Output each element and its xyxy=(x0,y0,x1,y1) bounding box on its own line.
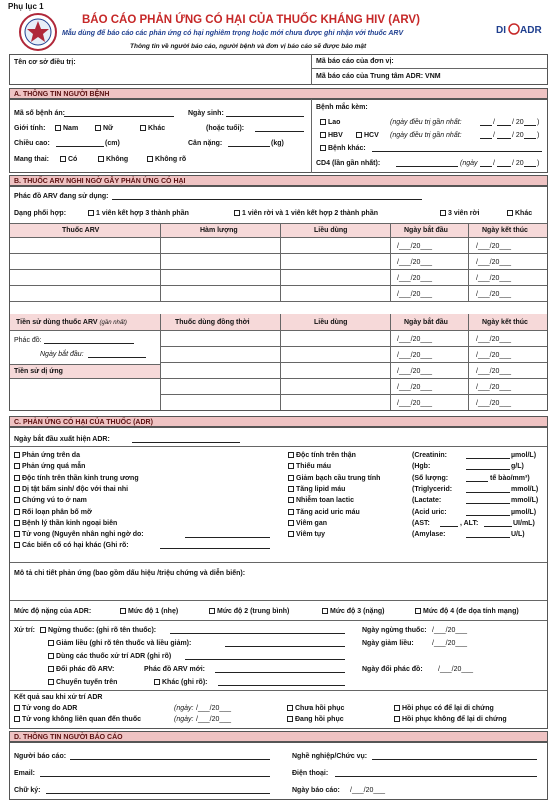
adr-left-checkbox[interactable] xyxy=(14,531,20,537)
arv-start-date-3[interactable]: /___/20___ xyxy=(397,275,433,282)
adr-left-item: Độc tính trên thần kinh trung ương xyxy=(14,475,139,483)
history-title: Tiền sử dùng thuốc ARV xyxy=(16,319,98,326)
conc-start-date-3[interactable]: /___/20___ xyxy=(397,368,433,375)
arv-end-date-2[interactable]: /___/20___ xyxy=(476,259,512,266)
section-d-header: D. THÔNG TIN NGƯỜI BÁO CÁO xyxy=(9,731,548,742)
adr-lab-item: Độc tính trên thận xyxy=(288,452,356,460)
pregnant-unknown-checkbox[interactable] xyxy=(147,156,153,162)
history-start-label: Ngày bắt đầu: xyxy=(40,351,84,358)
conc-start-date-2[interactable]: /___/20___ xyxy=(397,352,433,359)
adr-left-checkbox[interactable] xyxy=(14,542,20,548)
onset-field[interactable] xyxy=(132,436,240,443)
severity-label: Mức độ nặng của ADR: xyxy=(14,608,92,615)
conc-start-date-5[interactable]: /___/20___ xyxy=(397,400,433,407)
adr-lab-field[interactable] xyxy=(466,509,510,516)
stop-drug-field[interactable] xyxy=(170,627,345,634)
height-field[interactable] xyxy=(56,140,104,147)
severity-2-checkbox[interactable] xyxy=(209,608,215,614)
allergy-label: Tiền sử dị ứng xyxy=(14,368,63,375)
adr-lab-item: Viêm tụy xyxy=(288,531,325,539)
cd4-field[interactable] xyxy=(396,160,458,167)
result-label: Kết quả sau khi xử trí ADR xyxy=(14,694,103,701)
adr-lab-field[interactable] xyxy=(466,531,510,538)
adr-lab-unit: µmol/L) xyxy=(511,508,537,516)
pregnant-no-checkbox[interactable] xyxy=(98,156,104,162)
death-unrelated-checkbox[interactable] xyxy=(14,716,20,722)
adr-lab-unit: µmol/L) xyxy=(511,452,537,459)
weight-label: Cân nặng: xyxy=(188,140,223,147)
adr-lab-item: Tăng lipid máu xyxy=(288,486,345,494)
adr-lab-checkbox[interactable] xyxy=(288,463,294,469)
arv-end-date-1[interactable]: /___/20___ xyxy=(476,243,512,250)
adr-left-item: Chứng vú to ở nam xyxy=(14,497,87,505)
adr-treatment-field[interactable] xyxy=(185,653,345,660)
combo-label: Dạng phối hợp: xyxy=(14,210,67,217)
hcv-checkbox[interactable] xyxy=(356,132,362,138)
conc-start-date-4[interactable]: /___/20___ xyxy=(397,384,433,391)
conc-end-date-5[interactable]: /___/20___ xyxy=(476,400,512,407)
col-start: Ngày bắt đầu xyxy=(404,227,448,234)
combo-3pills-checkbox[interactable] xyxy=(440,210,446,216)
other-gender-checkbox[interactable] xyxy=(140,125,146,131)
dob-field[interactable] xyxy=(226,110,304,117)
adr-left-checkbox[interactable] xyxy=(14,463,20,469)
history-regimen-label: Phác đồ: xyxy=(14,337,42,344)
gender-label: Giới tính: xyxy=(14,125,46,132)
adr-lab-field[interactable] xyxy=(466,463,510,470)
adr-lab-item: Tăng acid uric máu xyxy=(288,509,360,517)
reduce-dose-checkbox[interactable] xyxy=(48,640,54,646)
reduce-date-field[interactable]: /___/20___ xyxy=(432,640,468,647)
other-treatment-checkbox[interactable] xyxy=(154,679,160,685)
email-field[interactable] xyxy=(40,770,270,777)
other-treatment-field[interactable] xyxy=(218,679,345,686)
adr-left-checkbox[interactable] xyxy=(14,520,20,526)
reporter-label: Người báo cáo: xyxy=(14,753,67,760)
adr-treatment-checkbox[interactable] xyxy=(48,653,54,659)
new-regimen-field[interactable] xyxy=(215,666,345,673)
adr-lab-item: Nhiễm toan lactic xyxy=(288,497,354,505)
adr-lab-unit: U/L) xyxy=(511,531,525,539)
adr-lab-field[interactable] xyxy=(466,475,488,482)
recovering-checkbox[interactable] xyxy=(287,716,293,722)
email-label: Email: xyxy=(14,770,36,777)
conc-end-date-1[interactable]: /___/20___ xyxy=(476,336,512,343)
col-concomitant: Thuốc dùng đồng thời xyxy=(175,319,250,326)
arv-end-date-3[interactable]: /___/20___ xyxy=(476,275,512,282)
adr-lab-unit: mmol/L) xyxy=(511,485,539,493)
weight-field[interactable] xyxy=(228,140,270,147)
phone-label: Điện thoại: xyxy=(292,770,329,777)
patient-code-label: Mã số bệnh án: xyxy=(14,110,65,117)
col-strength: Hàm lượng xyxy=(200,227,238,234)
adr-left-checkbox[interactable] xyxy=(14,475,20,481)
patient-code-field[interactable] xyxy=(64,110,174,117)
adr-left-item: Bệnh lý thần kinh ngoại biên xyxy=(14,520,117,528)
form-subtitle: Mẫu dùng để báo cáo các phản ứng có hại nghiêm trọng hoặc mới chưa được ghi nhận với thuốc ARV xyxy=(62,30,404,37)
other-disease-field[interactable] xyxy=(372,145,542,152)
change-date-field[interactable]: /___/20___ xyxy=(438,666,474,673)
reduce-dose-field[interactable] xyxy=(225,640,345,647)
adr-left-item: Rối loạn phân bố mỡ xyxy=(14,509,92,517)
female-checkbox[interactable] xyxy=(95,125,101,131)
conc-end-date-4[interactable]: /___/20___ xyxy=(476,384,512,391)
male-checkbox[interactable] xyxy=(55,125,61,131)
adr-lab-value: (Amylase: xyxy=(412,531,446,539)
adr-lab-item: Thiếu máu xyxy=(288,463,331,471)
adr-lab-checkbox[interactable] xyxy=(288,497,294,503)
adr-lab-checkbox[interactable] xyxy=(288,531,294,537)
facility-label: Tên cơ sở điều trị: xyxy=(14,59,76,66)
severity-3-checkbox[interactable] xyxy=(322,608,328,614)
col-dose: Liều dùng xyxy=(314,227,348,234)
height-label: Chiều cao: xyxy=(14,140,50,147)
report-date-field[interactable]: /___/20___ xyxy=(350,787,386,794)
adr-lab-item: Giảm bạch cầu trung tính xyxy=(288,475,380,483)
phone-field[interactable] xyxy=(335,770,537,777)
alt-label: , ALT: xyxy=(460,519,479,527)
annex-label: Phụ lục 1 xyxy=(8,2,44,11)
adr-lab-unit: UI/mL) xyxy=(513,519,535,527)
adr-lab-value: (Hgb: xyxy=(412,463,431,471)
adr-lab-checkbox[interactable] xyxy=(288,486,294,492)
severity-1-checkbox[interactable] xyxy=(120,608,126,614)
col-arv: Thuốc ARV xyxy=(62,227,100,234)
dob-label: Ngày sinh: xyxy=(188,110,224,117)
change-regimen-checkbox[interactable] xyxy=(48,666,54,672)
adr-lab-unit: mmol/L) xyxy=(511,497,539,505)
form-title: BÁO CÁO PHẢN ỨNG CÓ HẠI CỦA THUỐC KHÁNG HIV (ARV) xyxy=(82,14,420,26)
sign-label: Chữ ký: xyxy=(14,787,41,794)
conc-end-date-2[interactable]: /___/20___ xyxy=(476,352,512,359)
severity-4-checkbox[interactable] xyxy=(415,608,421,614)
combo-fdc2-checkbox[interactable] xyxy=(234,210,240,216)
stop-drug-checkbox[interactable] xyxy=(40,627,46,633)
history-regimen-field[interactable] xyxy=(44,337,134,344)
lao-checkbox[interactable] xyxy=(320,119,326,125)
section-a-header: A. THÔNG TIN NGƯỜI BỆNH xyxy=(9,88,548,99)
combo-fdc3-checkbox[interactable] xyxy=(88,210,94,216)
adr-lab-value: (Creatinin: xyxy=(412,452,447,459)
regimen-field[interactable] xyxy=(112,193,422,200)
unit-code-label: Mã báo cáo của đơn vị: xyxy=(316,58,394,65)
center-code-label: Mã báo cáo của Trung tâm ADR: VNM xyxy=(316,73,441,80)
adr-left-checkbox[interactable] xyxy=(14,486,20,492)
adr-lab-value: (Acid uric: xyxy=(412,508,447,516)
adr-other-field[interactable] xyxy=(160,542,270,549)
adr-lab-unit: tế bào/mm³) xyxy=(490,474,530,482)
adr-left-item: Phản ứng trên da xyxy=(14,452,80,460)
adr-left-item: Dị tật bẩm sinh/ độc với thai nhi xyxy=(14,486,128,494)
arv-start-date-2[interactable]: /___/20___ xyxy=(397,259,433,266)
col-end: Ngày kết thúc xyxy=(482,227,528,234)
other-disease-checkbox[interactable] xyxy=(320,145,326,151)
stop-date-field[interactable]: /___/20___ xyxy=(432,627,468,634)
regimen-label: Phác đồ ARV đang sử dụng: xyxy=(14,193,109,200)
adr-left-item: Tử vong (Nguyên nhân nghi ngờ do: xyxy=(14,531,144,539)
adr-left-checkbox[interactable] xyxy=(14,497,20,503)
comorbid-label: Bệnh mắc kèm: xyxy=(316,104,368,111)
adr-lab-field[interactable] xyxy=(466,486,510,493)
job-field[interactable] xyxy=(372,753,537,760)
adr-lab-field[interactable] xyxy=(440,520,458,527)
conc-end-date-3[interactable]: /___/20___ xyxy=(476,368,512,375)
pregnant-yes-checkbox[interactable] xyxy=(60,156,66,162)
adr-lab-unit: g/L) xyxy=(511,463,524,471)
recovered-no-sequelae-checkbox[interactable] xyxy=(394,716,400,722)
job-label: Nghề nghiệp/Chức vụ: xyxy=(292,753,368,760)
adr-lab-value: (AST: xyxy=(412,519,430,527)
adr-left-checkbox[interactable] xyxy=(14,452,20,458)
death-adr-date[interactable]: /___/20___ xyxy=(196,705,232,712)
refer-checkbox[interactable] xyxy=(48,679,54,685)
recovered-sequelae-checkbox[interactable] xyxy=(394,705,400,711)
adr-left-item: Các biến cố có hại khác (Ghi rõ: xyxy=(14,542,129,550)
adr-left-item: Phản ứng quá mẫn xyxy=(14,463,85,471)
adr-lab-value: (Triglycerid: xyxy=(412,485,453,493)
death-unrelated-date[interactable]: /___/20___ xyxy=(196,716,232,723)
pregnant-label: Mang thai: xyxy=(14,156,49,163)
history-start-field[interactable] xyxy=(88,351,146,358)
age-field[interactable] xyxy=(255,125,304,132)
hbv-checkbox[interactable] xyxy=(320,132,326,138)
cd4-label: CD4 (lần gần nhất): xyxy=(316,160,381,167)
age-label: (hoặc tuổi): xyxy=(206,125,245,132)
adr-lab-field[interactable] xyxy=(466,452,510,459)
ministry-seal-icon xyxy=(18,12,58,52)
adr-lab-checkbox[interactable] xyxy=(288,475,294,481)
adr-lab-checkbox[interactable] xyxy=(288,509,294,515)
adr-lab-checkbox[interactable] xyxy=(288,452,294,458)
treatment-label: Xử trí: xyxy=(14,627,36,634)
facility-frame xyxy=(9,54,548,85)
adr-lab-value: (Lactate: xyxy=(412,497,442,505)
svg-text:DI: DI xyxy=(496,25,506,36)
adr-other-field[interactable] xyxy=(185,531,270,538)
onset-label: Ngày bắt đầu xuất hiện ADR: xyxy=(14,436,110,443)
alt-field[interactable] xyxy=(484,520,512,527)
arv-start-date-4[interactable]: /___/20___ xyxy=(397,291,433,298)
death-adr-checkbox[interactable] xyxy=(14,705,20,711)
adr-lab-item: Viêm gan xyxy=(288,520,327,528)
di-adr-logo-icon xyxy=(494,18,550,40)
report-date-label: Ngày báo cáo: xyxy=(292,787,340,794)
arv-start-date-1[interactable]: /___/20___ xyxy=(397,243,433,250)
combo-other-checkbox[interactable] xyxy=(507,210,513,216)
adr-lab-value: (Số lượng: xyxy=(412,474,449,482)
confidential-note: Thông tin về người báo cáo, người bệnh và đơn vị báo cáo sẽ được bảo mật xyxy=(130,43,367,50)
adr-lab-checkbox[interactable] xyxy=(288,520,294,526)
arv-end-date-4[interactable]: /___/20___ xyxy=(476,291,512,298)
reporter-field[interactable] xyxy=(70,753,270,760)
conc-start-date-1[interactable]: /___/20___ xyxy=(397,336,433,343)
section-b-header: B. THUỐC ARV NGHI NGỜ GÂY PHẢN ỨNG CÓ HẠI xyxy=(9,175,548,186)
sign-field[interactable] xyxy=(46,787,270,794)
svg-text:ADR: ADR xyxy=(520,25,542,36)
not-recovered-checkbox[interactable] xyxy=(287,705,293,711)
section-c-header: C. PHẢN ỨNG CÓ HẠI CỦA THUỐC (ADR) xyxy=(9,416,548,427)
adr-lab-field[interactable] xyxy=(466,497,510,504)
describe-label: Mô tả chi tiết phản ứng (bao gồm dấu hiệu /triệu chứng và diễn biến): xyxy=(14,570,246,577)
adr-left-checkbox[interactable] xyxy=(14,509,20,515)
